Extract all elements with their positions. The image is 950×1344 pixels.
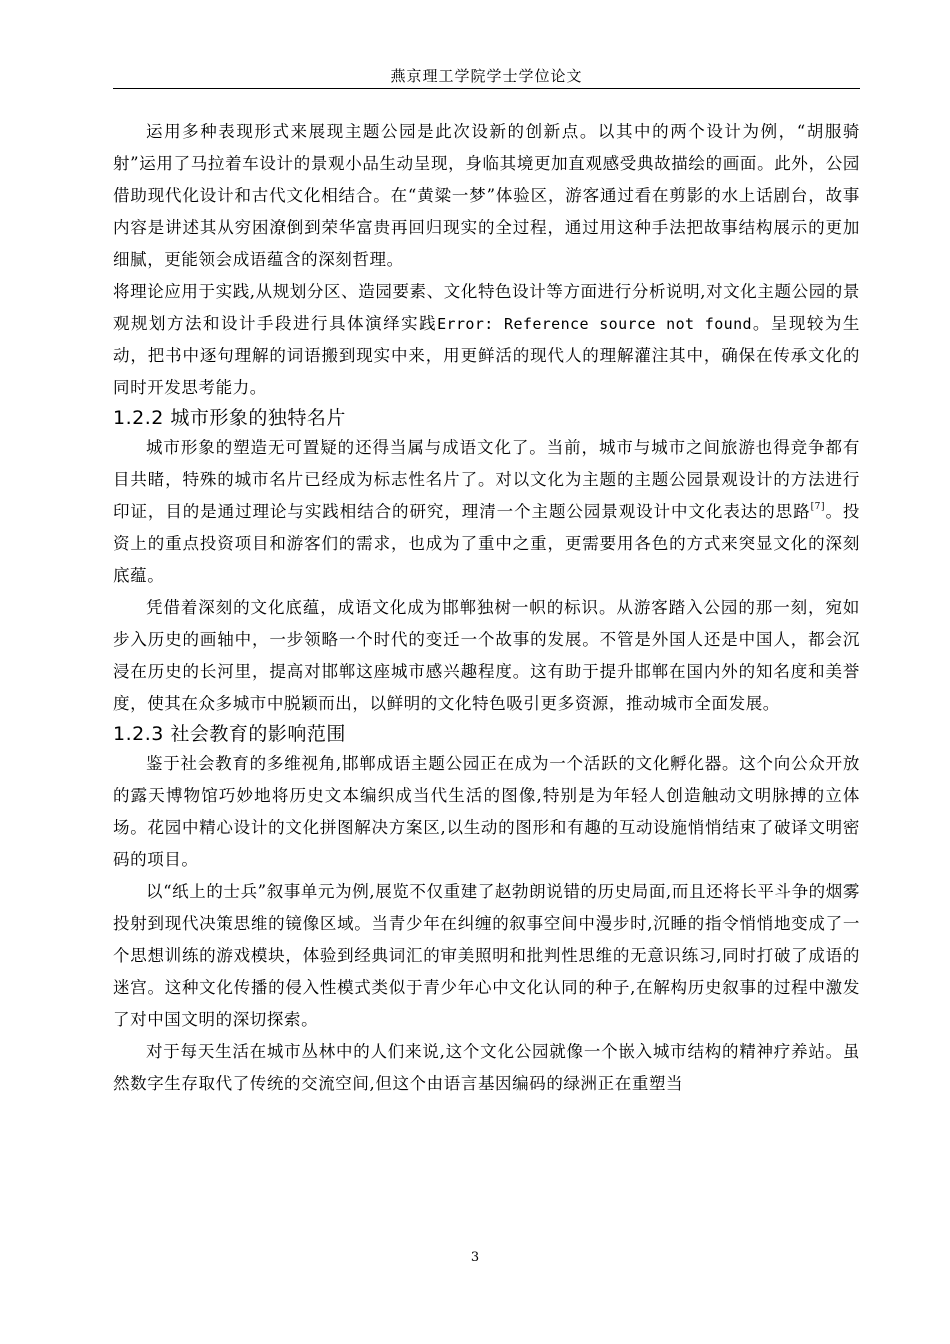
running-header: 燕京理工学院学士学位论文	[390, 67, 583, 85]
reference-error-text: Error: Reference source not found	[437, 315, 752, 333]
paragraph: 运用多种表现形式来展现主题公园是此次设新的创新点。以其中的两个设计为例，“胡服骑射”运用了马拉着车设计的景观小品生动呈现，身临其境更加直观感受典故描绘的画面。此外，公园借助现代化设计和古代文化相结合。在“黄粱一梦”体验区，游客通过看在剪影的水上话剧台，故事内容是讲述其从穷困潦倒到荣华富贵再回归现实的全过程，通过用这种手法把故事结构展示的更加细腻，更能领会成语蕴含的深刻哲理。	[113, 122, 860, 269]
paragraph-text: 城市形象的塑造无可置疑的还得当属与成语文化了。当前，城市与城市之间旅游也得竞争都有目共睹，特殊的城市名片已经成为标志性名片了。对以文化为主题的主题公园景观设计的方法进行印证，目的是通过理论与实践相结合的研究，理清一个主题公园景观设计中文化表达的思路	[113, 438, 860, 521]
paragraph	[113, 276, 860, 404]
paragraph: 鉴于社会教育的多维视角,邯郸成语主题公园正在成为一个活跃的文化孵化器。这个向公众开放的露天博物馆巧妙地将历史文本编织成当代生活的图像,特别是为年轻人创造触动文明脉搏的立体场。花园中精心设计的文化拼图解决方案区,以生动的图形和有趣的互动设施悄悄结束了破译文明密码的项目。	[113, 754, 860, 869]
section-heading: 1.2.3 社会教育的影响范围	[113, 723, 346, 745]
paragraph-text: 将理论应用于实践,从规划分区、造园要素、文化特色设计等方面进行分析说明,对文化主题公园的景观规划方法和设计手段进行具体演绎实践	[113, 282, 860, 333]
paragraph: 对于每天生活在城市丛林中的人们来说,这个文化公园就像一个嵌入城市结构的精神疗养站。虽然数字生存取代了传统的交流空间,但这个由语言基因编码的绿洲正在重塑当	[113, 1042, 860, 1093]
header-rule	[113, 88, 860, 89]
paragraph: 凭借着深刻的文化底蕴，成语文化成为邯郸独树一帜的标识。从游客踏入公园的那一刻，宛如步入历史的画轴中，一步领略一个时代的变迁一个故事的发展。不管是外国人还是中国人，都会沉浸在历史的长河里，提高对邯郸这座城市感兴趣程度。这有助于提升邯郸在国内外的知名度和美誉度，使其在众多城市中脱颖而出，以鲜明的文化特色吸引更多资源，推动城市全面发展。	[113, 598, 860, 713]
paragraph-text: 。呈现较为生动，把书中逐句理解的词语搬到现实中来，用更鲜活的现代人的理解灌注其中，确保在传承文化的同时开发思考能力。	[113, 314, 860, 397]
section-heading: 1.2.2 城市形象的独特名片	[113, 407, 346, 429]
paragraph-text: 。投资上的重点投资项目和游客们的需求，也成为了重中之重，更需要用各色的方式来突显文化的深刻底蕴。	[113, 502, 861, 585]
page-number: 3	[470, 1250, 480, 1265]
paragraph	[113, 432, 860, 592]
citation-marker: [7]	[810, 502, 826, 512]
paragraph: 以“纸上的士兵”叙事单元为例,展览不仅重建了赵勃朗说错的历史局面,而且还将长平斗争的烟雾投射到现代决策思维的镜像区域。当青少年在纠缠的叙事空间中漫步时,沉睡的指令悄悄地变成了一个思想训练的游戏模块，体验到经典词汇的审美照明和批判性思维的无意识练习,同时打破了成语的迷宫。这种文化传播的侵入性模式类似于青少年心中文化认同的种子,在解构历史叙事的过程中激发了对中国文明的深切探索。	[113, 882, 860, 1029]
body-text	[113, 116, 860, 1100]
